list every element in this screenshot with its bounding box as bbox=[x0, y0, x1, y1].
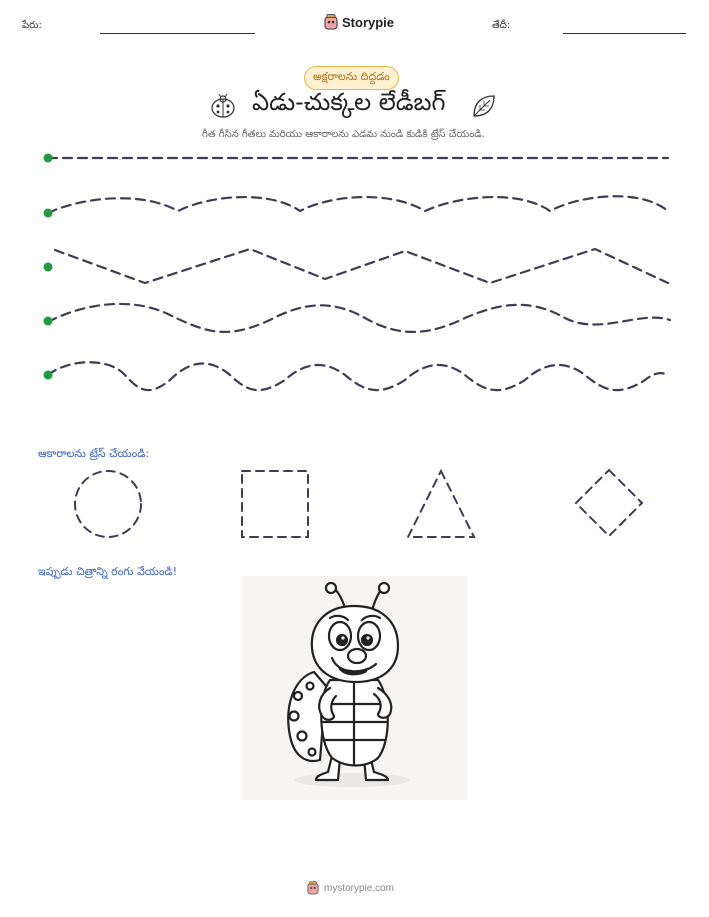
start-dot bbox=[44, 263, 53, 272]
ladybug-coloring-picture[interactable] bbox=[242, 576, 467, 800]
trace-shape-circle[interactable] bbox=[75, 471, 141, 537]
footer bbox=[307, 881, 394, 895]
shape-tracing-area[interactable] bbox=[0, 465, 709, 545]
start-dot bbox=[44, 154, 53, 163]
tracing-lines[interactable] bbox=[0, 140, 709, 400]
trace-line-bump-wave[interactable] bbox=[48, 362, 668, 390]
page-title: ఏడు-చుక్కల లేడీబగ్ bbox=[252, 88, 446, 116]
date-label: తేదీ: bbox=[492, 20, 511, 31]
name-label: పేరు: bbox=[22, 20, 42, 31]
trace-line-gentle-wave[interactable] bbox=[48, 196, 668, 213]
start-dot bbox=[44, 317, 53, 326]
trace-shape-diamond[interactable] bbox=[576, 470, 642, 536]
storypie-mascot-icon bbox=[324, 14, 338, 30]
start-dot bbox=[44, 371, 53, 380]
ladybug-icon bbox=[208, 93, 238, 123]
topic-badge: అక్షరాలను దిద్దడం bbox=[304, 66, 399, 90]
brand-logo bbox=[324, 14, 394, 30]
trace-shape-triangle[interactable] bbox=[408, 471, 474, 537]
footer-url[interactable]: mystorypie.com bbox=[324, 882, 395, 894]
start-dot bbox=[44, 209, 53, 218]
color-heading: ఇప్పుడు చిత్రాన్ని రంగు వేయండి! bbox=[38, 565, 178, 578]
instructions: గీత గీసిన గీతలు మరియు ఆకారాలను ఎడమ నుండి కుడికి ట్రేస్ చేయండి. bbox=[202, 129, 485, 140]
trace-line-wave[interactable] bbox=[48, 304, 670, 332]
brand-name: Storypie bbox=[342, 14, 395, 30]
name-line[interactable] bbox=[100, 33, 255, 34]
date-line[interactable] bbox=[563, 33, 686, 34]
shapes-heading: ఆకారాలను ట్రేస్ చేయండి: bbox=[38, 447, 150, 460]
trace-shape-square[interactable] bbox=[242, 471, 308, 537]
leaf-icon bbox=[470, 92, 498, 124]
trace-line-zigzag[interactable] bbox=[55, 249, 668, 283]
storypie-mascot-icon bbox=[307, 881, 319, 895]
